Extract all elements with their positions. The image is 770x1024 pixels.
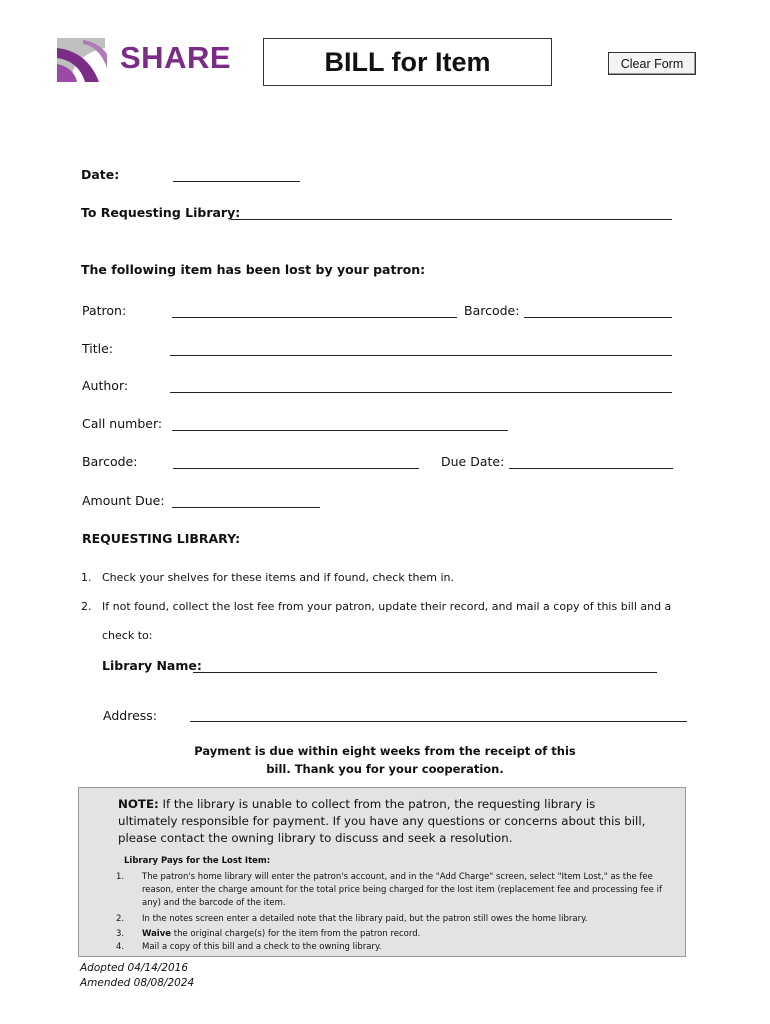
date-label: Date: [81,167,120,182]
clear-form-button[interactable]: Clear Form [608,52,696,75]
patron-barcode-field[interactable] [524,317,672,318]
pays-step-text: The patron's home library will enter the patron's account, and in the "Add Charge" screen, select "Item Lost," as the fee reason, enter the charge amount for the total price being charged for the lost item (replacement fee and processing fee if any) and the barcode of the item. [142,872,662,908]
pays-step-4 [116,941,676,954]
item1-text: Check your shelves for these items and if found, check them in. [102,571,454,584]
library-name-field[interactable] [193,672,657,673]
item2-number: 2. [81,600,92,613]
pays-step-text: In the notes screen enter a detailed note that the library paid, but the patron still owes the home library. [142,914,588,924]
amount-due-field[interactable] [172,507,320,508]
pays-step-number: 1. [116,872,125,882]
due-date-label: Due Date: [441,454,505,469]
to-library-field[interactable] [231,219,672,220]
note-body: If the library is unable to collect from the patron, the requesting library is ultimately responsible for payment. If you have any questions or concerns about this bill, please contact the owning library to discuss and seek a resolution. [118,797,646,845]
library-pays-heading: Library Pays for the Lost Item: [124,856,271,866]
item-barcode-field[interactable] [173,468,419,469]
amended-date: Amended 08/08/2024 [80,977,195,989]
call-number-label: Call number: [82,416,163,431]
payment-note-line1: Payment is due within eight weeks from the receipt of this [194,744,576,758]
note-prefix: NOTE: [118,797,159,811]
barcode-label: Barcode: [464,303,520,318]
pays-step-text: the original charge(s) for the item from the patron record. [171,929,421,939]
pays-step-1 [116,871,676,910]
patron-label: Patron: [82,303,127,318]
date-field[interactable] [173,181,300,182]
requesting-heading: REQUESTING LIBRARY: [82,531,241,546]
payment-note-line2: bill. Thank you for your cooperation. [266,762,504,776]
library-name-label: Library Name: [102,658,202,673]
pays-step-number: 3. [116,929,125,939]
pays-step-number: 2. [116,914,125,924]
pays-step-number: 4. [116,942,125,952]
lost-heading: The following item has been lost by your patron: [81,262,426,277]
address-label: Address: [103,708,157,723]
pays-step-text: Mail a copy of this bill and a check to the owning library. [142,942,382,952]
pays-step-2 [116,913,676,926]
pays-step-3 [116,928,676,941]
payment-note [170,742,600,778]
item2-text-line1: If not found, collect the lost fee from your patron, update their record, and mail a copy of this bill and a [102,600,672,613]
patron-field[interactable] [172,317,457,318]
address-field[interactable] [190,721,687,722]
author-field[interactable] [170,392,672,393]
due-date-field[interactable] [509,468,673,469]
item1-number: 1. [81,571,92,584]
title-label: Title: [82,341,113,356]
note-text [118,796,658,847]
item-barcode-label: Barcode: [82,454,138,469]
author-label: Author: [82,378,129,393]
share-logo-icon [55,34,115,86]
logo-text: SHARE [120,40,232,75]
pays-step-bold: Waive [142,929,172,939]
title-field[interactable] [170,355,672,356]
page-title: BILL for Item [263,38,552,86]
amount-due-label: Amount Due: [82,493,165,508]
call-number-field[interactable] [172,430,508,431]
item2-text-line2: check to: [102,629,153,642]
adopted-date: Adopted 04/14/2016 [80,962,189,974]
to-library-label: To Requesting Library: [81,205,241,220]
